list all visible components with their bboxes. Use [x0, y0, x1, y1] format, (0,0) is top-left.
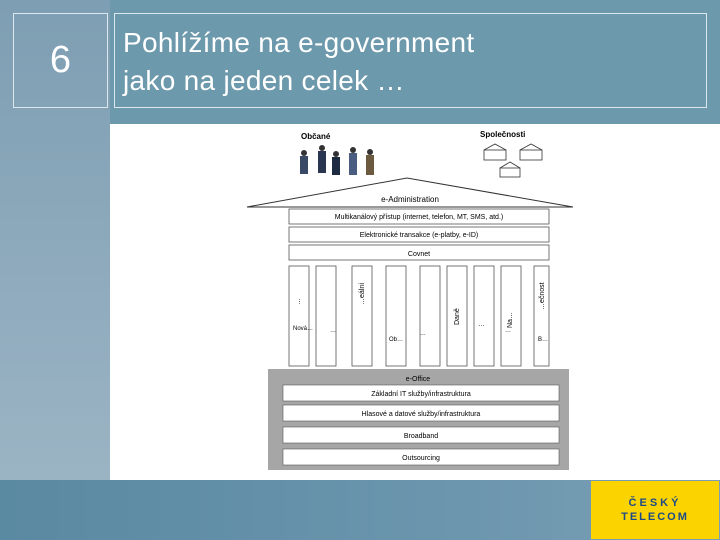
pillar-bottom-label-1: Nová…	[293, 326, 314, 332]
pillar-label-4: …	[478, 321, 485, 328]
pillar-label-3: Daně	[454, 308, 461, 325]
companies-buildings-icon	[484, 144, 542, 177]
citizens-people-icon	[300, 145, 374, 175]
group-label-companies: Společnosti	[480, 130, 526, 139]
layer-transactions-label: Elektronické transakce (e-platby, e-ID)	[359, 232, 479, 239]
logo-line1: ČESKÝ	[628, 497, 682, 509]
pillar-bottom-label-3: Ob…	[389, 337, 404, 343]
pillar	[420, 266, 440, 366]
office-layer3-label: Broadband	[403, 433, 439, 440]
pillar	[316, 266, 336, 366]
office-label: e-Office	[405, 376, 431, 383]
pillar-bottom-label-4: …	[420, 331, 426, 337]
pillar-label-6: …ečnost	[539, 282, 546, 310]
pillar	[352, 266, 372, 366]
group-label-citizens: Občané	[301, 132, 331, 141]
slide-number: 6	[13, 13, 108, 108]
layer-channel-label: Multikanálový přístup (internet, telefon, MT, SMS, atd.)	[334, 214, 504, 221]
pillar-bottom-label-5: …	[505, 328, 511, 334]
logo-line2: TELECOM	[621, 511, 689, 523]
layer-portal-label: Covnet	[407, 251, 431, 258]
pillar	[289, 266, 309, 366]
slide-title-line1: Pohlížíme na e-government	[123, 27, 475, 58]
pillar-label-1: …	[295, 298, 302, 305]
pillar-label-5: Na…	[507, 312, 514, 328]
pillar-label-2: …eální	[359, 282, 366, 305]
pillar	[386, 266, 406, 366]
slide-title-line2: jako na jeden celek …	[123, 65, 405, 96]
office-layer1-label: Základní IT služby/infrastruktura	[371, 391, 471, 398]
roof-label: e-Administration	[381, 195, 439, 204]
cesky-telecom-logo	[591, 481, 719, 539]
office-layer2-label: Hlasové a datové služby/infrastruktura	[361, 411, 481, 418]
pillar	[474, 266, 494, 366]
office-layer4-label: Outsourcing	[402, 455, 440, 462]
pillar	[534, 266, 549, 366]
pillar-bottom-label-2: …	[330, 328, 336, 334]
pillar-bottom-label-6: B…	[538, 337, 549, 343]
